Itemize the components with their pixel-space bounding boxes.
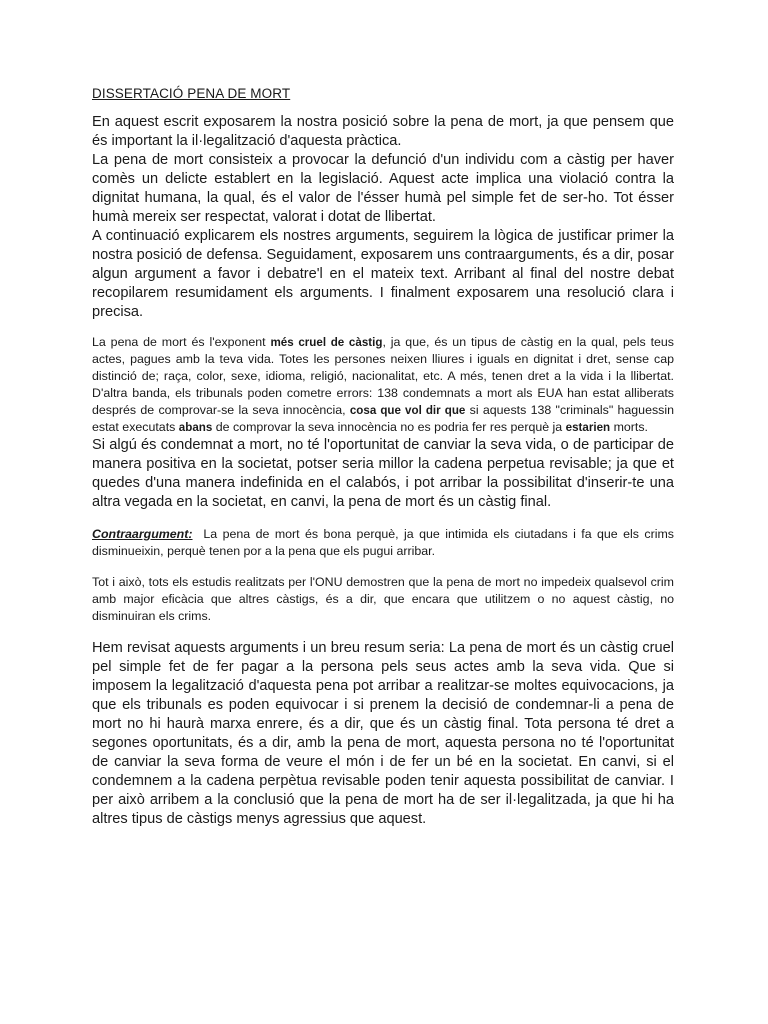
intro-paragraph-3: A continuació explicarem els nostres arguments, seguirem la lògica de justificar primer la nostra posició de defensa. Seguidament, exposarem uns contraarguments, és a dir, posar algun argument a favor i debatre'l en el mateix text. Arribant al final del nostre debat recopilarem resumidament els arguments. I finalment exposarem una resolució clara i precisa. — [92, 228, 674, 320]
document-title: DISSERTACIÓ PENA DE MORT — [92, 86, 291, 101]
intro-paragraph-2: La pena de mort consisteix a provocar la defunció d'un individu com a càstig per haver comès un delicte establert en la legislació. Aquest acte implica una violació contra la dignitat humana, la qual, és el valor de l'ésser humà pel simple fet de ser-ho. Tot ésser humà mereix ser respectat, valorat i dotat de llibertat. — [92, 152, 674, 225]
argument-emphasis-4: estarien — [565, 421, 611, 434]
argument-text-5: morts. — [610, 420, 648, 434]
spacer — [92, 322, 674, 334]
conclusion-paragraph: Hem revisat aquests arguments i un breu resum seria: La pena de mort és un càstig cruel pel simple fet de fer pagar a la persona pels seus actes amb la seva vida. Que si imposem la legalització d'aquesta pena pot arribar a realitzar-se moltes equivocacions, ja que els tribunals es poden equivocar i si prenem la decisió de condemnar-li a pena de mort no hi haurà marxa enrere, és a dir, que és un càstig final. Tota persona té dret a segones oportunitats, és a dir, amb la pena de mort, aquesta persona no té l'oportunitat de canviar la seva forma de veure el món i de fer un bé en la societat. En canvi, si el condemnem a la cadena perpètua revisable poden tenir aquesta possibilitat de canviar. I per això arribem a la conclusió que la pena de mort ha de ser il·legalitzada, ja que hi ha altres tipus de càstigs menys agressius que aquest. — [92, 640, 674, 827]
spacer — [92, 512, 674, 526]
argument-paragraph — [92, 334, 674, 436]
argument-text-1: La pena de mort és l'exponent — [92, 335, 271, 349]
spacer — [92, 560, 674, 574]
intro-paragraph-1: En aquest escrit exposarem la nostra posició sobre la pena de mort, ja que pensem que és important la il·legalització d'aquesta pràctica. — [92, 114, 674, 149]
document-page — [92, 86, 678, 829]
spacer — [92, 625, 674, 639]
argument-text-2: , ja que, és un tipus de càstig en la qual, pels teus actes, pagues amb la teva vida. Totes les persones neixen lliures i iguals en dignitat i dret, sense cap distinció de; raça, color, sexe, idioma, religió, nacionalitat, etc. A més, tenen dret a la vida i la llibertat. D'altra banda, els tribunals poden cometre errors: 138 condemnats a mort als EUA han estat alliberats després de comprovar-se la seva innocència, — [92, 335, 674, 417]
rebuttal-paragraph: Tot i això, tots els estudis realitzats per l'ONU demostren que la pena de mort no impedeix qualsevol crim amb major eficàcia que altres càstigs, és a dir, que encara que utilitzem o no aquest càstig, no disminuiran els crims. — [92, 575, 674, 623]
counterargument-label: Contraargument: — [92, 527, 193, 541]
counterargument-paragraph — [92, 526, 678, 560]
argument-emphasis-2: cosa que vol dir que — [349, 404, 466, 417]
argument-emphasis-3: abans — [178, 421, 213, 434]
argument-text-3: si aquests 138 "criminals" haguessin estat executats — [92, 403, 674, 434]
argument-emphasis-1: més cruel de càstig — [270, 336, 383, 349]
argument-text-4: de comprovar la seva innocència no es podria fer res perquè ja — [212, 420, 566, 434]
counterargument-text: La pena de mort és bona perquè, ja que intimida els ciutadans i fa que els crims disminueixin, perquè tenen por a la pena que els pugui arribar. — [92, 527, 678, 558]
argument-paragraph-2: Si algú és condemnat a mort, no té l'oportunitat de canviar la seva vida, o de participar de manera positiva en la societat, potser seria millor la cadena perpetua revisable; ja que et quedes d'una manera indefinida en el calabós, i pot arribar la possibilitat d'inserir-te una altra vegada en la societat, en canvi, la pena de mort és un càstig final. — [92, 437, 674, 510]
